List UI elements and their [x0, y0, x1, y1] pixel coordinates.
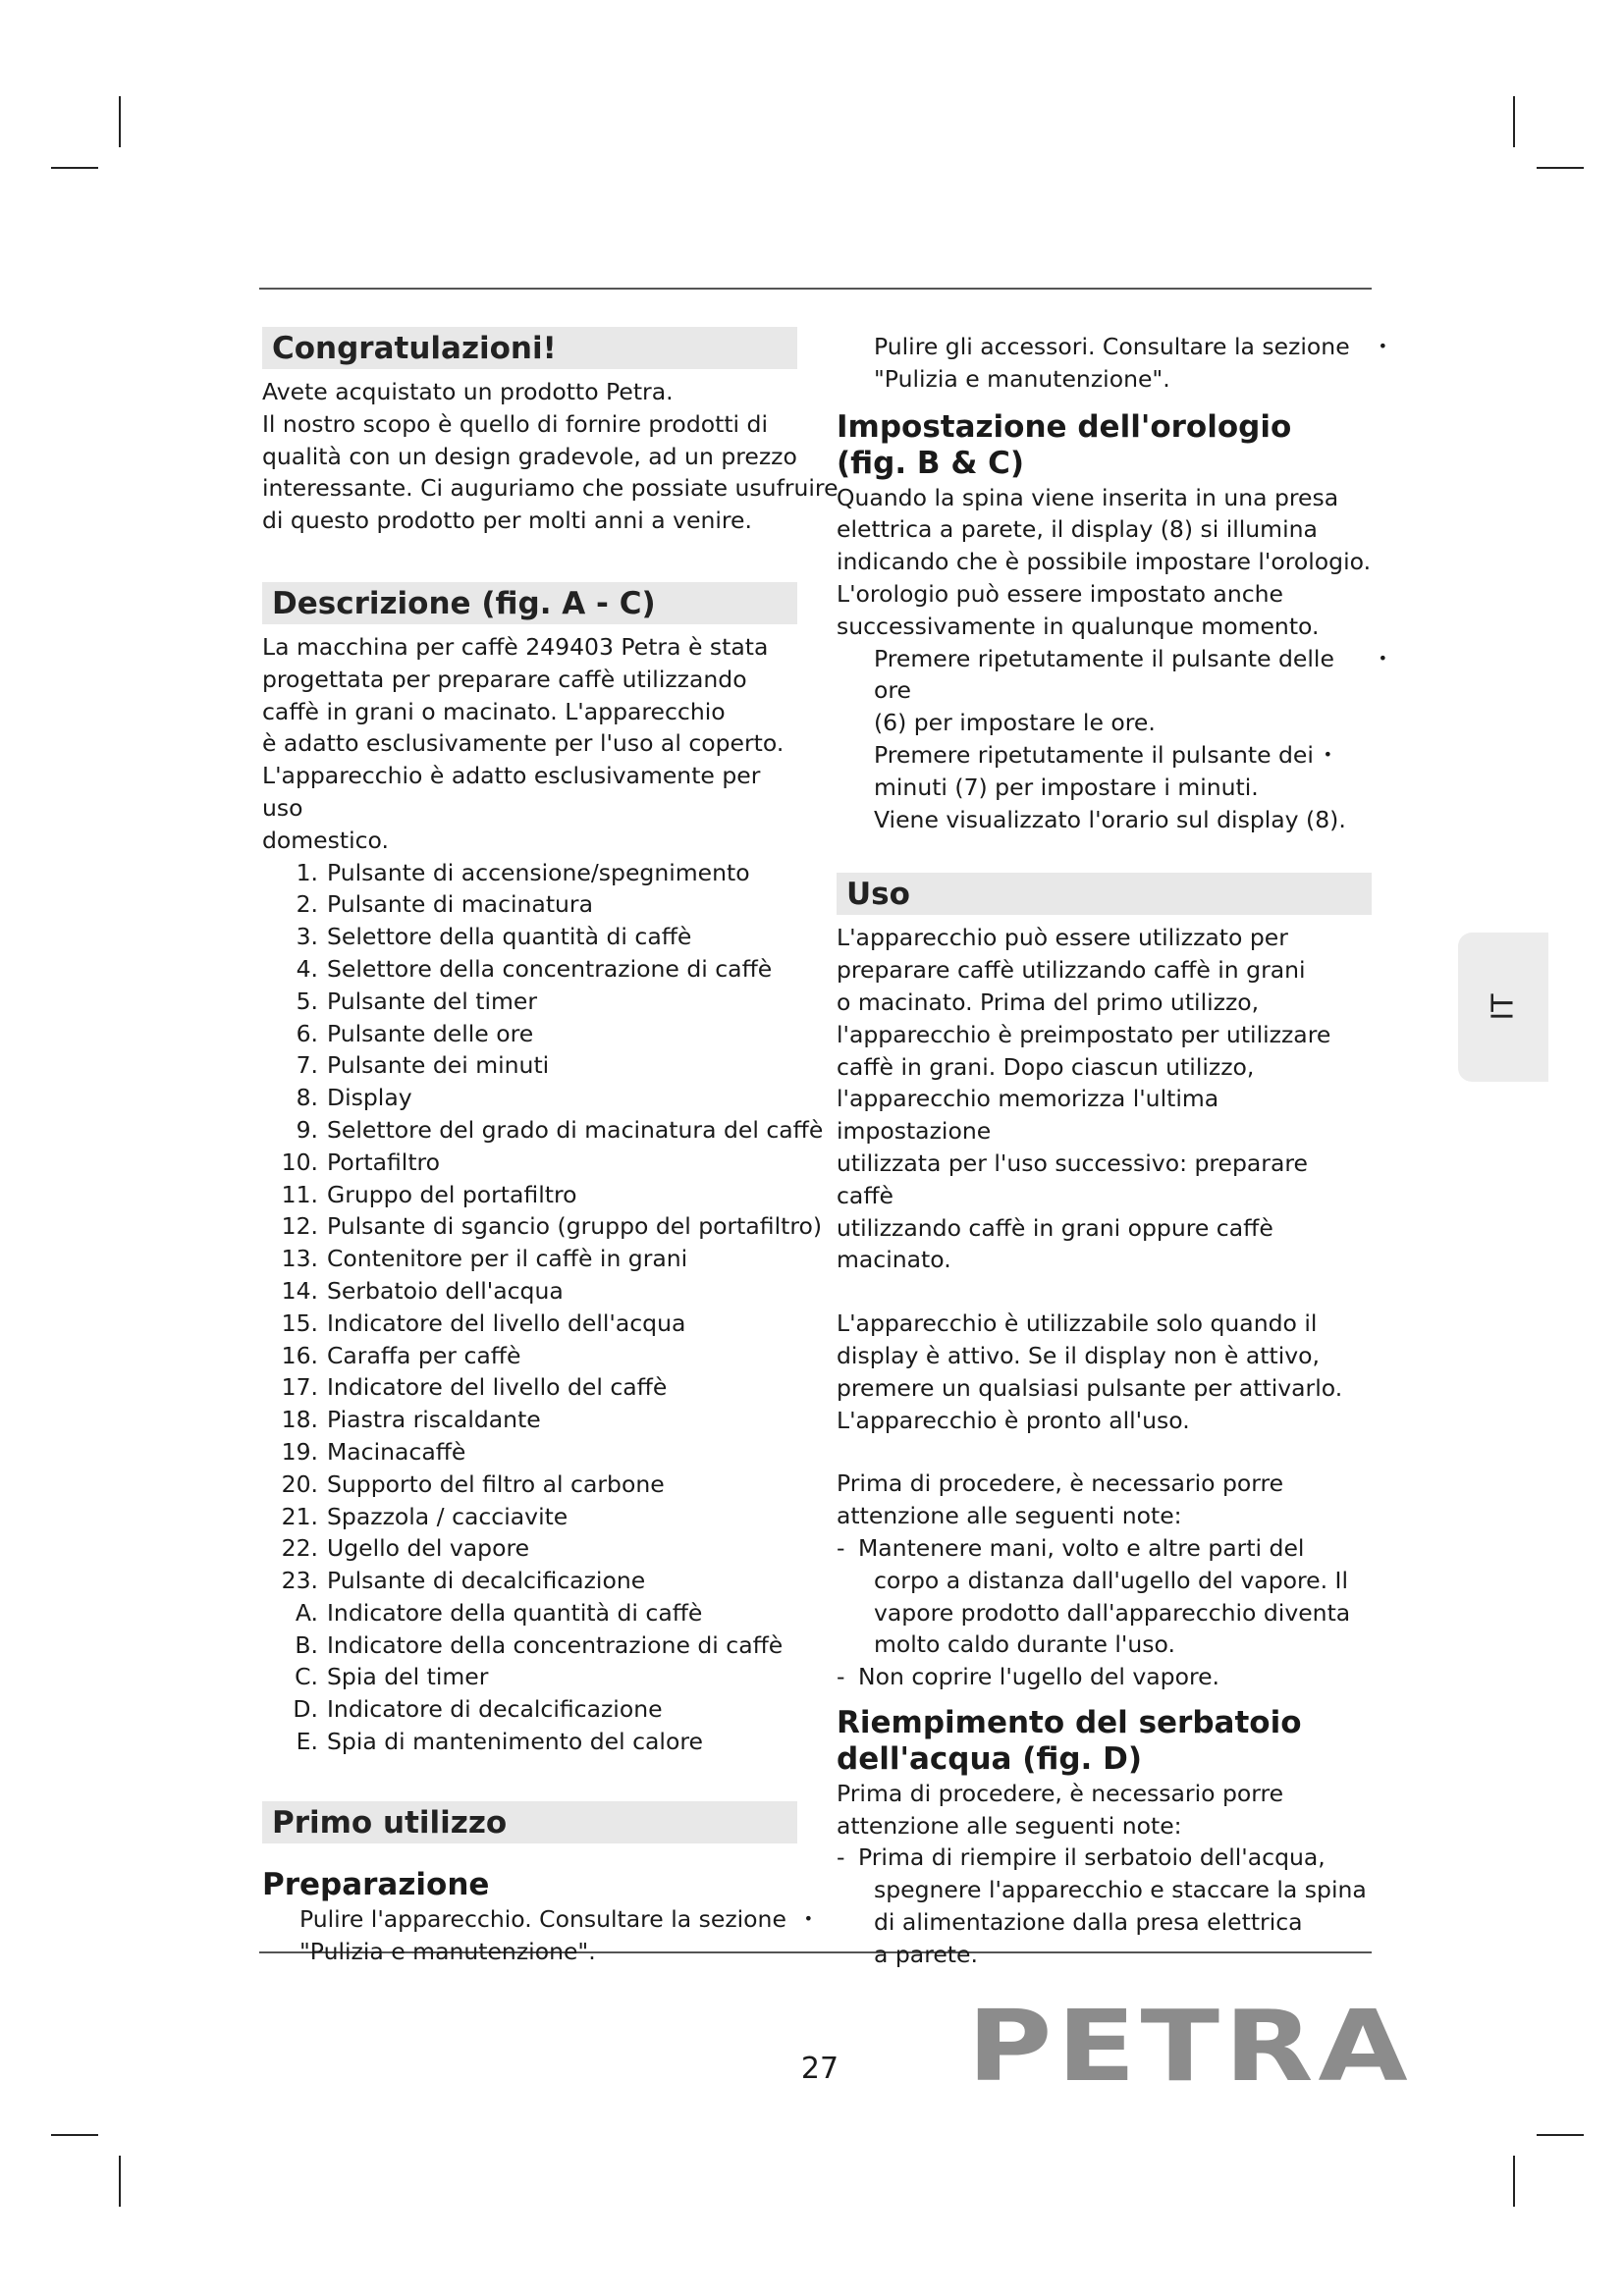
parts-list-item [262, 1404, 797, 1436]
parts-list-text: Pulsante di sgancio (gruppo del portafiltro) [327, 1212, 823, 1241]
parts-list-number: E. [296, 1728, 318, 1756]
parts-list-item [262, 986, 797, 1018]
parts-list-number: 23. [281, 1567, 318, 1595]
crop-mark [1513, 96, 1515, 147]
parts-list-item [262, 1049, 797, 1082]
text-line: Quando la spina viene inserita in una presa [837, 483, 1339, 511]
parts-list-item [262, 1661, 797, 1693]
crop-mark [1513, 2156, 1515, 2207]
text-line: Il nostro scopo è quello di fornire prodotti di [262, 409, 768, 438]
text-line: corpo a distanza dall'ugello del vapore. Il [874, 1566, 1348, 1594]
bullet-mark: • [803, 1908, 813, 1928]
parts-list-number: 16. [281, 1341, 318, 1369]
text-line: di alimentazione dalla presa elettrica [874, 1908, 1303, 1937]
parts-list-text: Indicatore della concentrazione di caffè [327, 1630, 784, 1659]
parts-list-number: 8. [296, 1084, 318, 1112]
uso-note [837, 1532, 1372, 1661]
parts-list-item [262, 1114, 824, 1147]
text-line: premere un qualsiasi pulsante per attivarlo. [837, 1373, 1343, 1402]
text-line: Premere ripetutamente il pulsante delle ore [874, 644, 1334, 705]
petra-logo: PETRA [967, 1989, 1413, 2104]
text-line: elettrica a parete, il display (8) si illumina [837, 515, 1318, 544]
crop-mark [1537, 2134, 1584, 2136]
section-congratulations-heading: Congratulazioni! [262, 327, 797, 369]
uso-note [837, 1661, 1372, 1693]
text-line: Pulire gli accessori. Consultare la sezione [874, 333, 1350, 360]
text-line: vapore prodotto dall'apparecchio diventa [874, 1598, 1351, 1627]
dash-mark: - [837, 1533, 845, 1562]
parts-list-number: 6. [296, 1019, 318, 1047]
parts-list-number: A. [295, 1598, 318, 1627]
text-line: caffè in grani. Dopo ciascun utilizzo, [837, 1052, 1255, 1081]
parts-list-number: 20. [281, 1469, 318, 1498]
section-uso-heading: Uso [837, 873, 1372, 915]
description-text [262, 631, 797, 857]
refill-note [837, 1842, 1372, 1970]
text-line: minuti (7) per impostare i minuti. [874, 773, 1259, 801]
text-line: molto caldo durante l'uso. [874, 1630, 1175, 1659]
parts-list-text: Pulsante dei minuti [327, 1051, 550, 1080]
parts-list-item [262, 1726, 797, 1758]
dash-mark: - [837, 1663, 845, 1691]
clock-heading-line: Impostazione dell'orologio [837, 408, 1292, 445]
crop-mark [51, 167, 98, 169]
parts-list-item [262, 1018, 797, 1050]
text-line: indicando che è possibile impostare l'orologio. [837, 548, 1372, 576]
text-line: spegnere l'apparecchio e staccare la spina [874, 1876, 1367, 1904]
parts-list-item [262, 1693, 797, 1726]
parts-list-text: Indicatore della quantità di caffè [327, 1598, 703, 1627]
parts-list-item [262, 1532, 797, 1565]
clock-text [837, 482, 1372, 643]
text-line: Non coprire l'ugello del vapore. [858, 1663, 1220, 1691]
parts-list-text: Display [327, 1084, 412, 1112]
text-line: Prima di procedere, è necessario porre [837, 1469, 1284, 1498]
parts-list-number: 21. [281, 1502, 318, 1530]
parts-list-number: 19. [281, 1437, 318, 1466]
parts-list-number: 12. [281, 1212, 318, 1241]
parts-list-item [262, 1371, 797, 1404]
text-line: L'apparecchio è adatto esclusivamente per uso [262, 762, 761, 822]
text-line: Viene visualizzato l'orario sul display (8). [874, 805, 1346, 833]
parts-list-item [262, 1275, 797, 1308]
preparation-heading: Preparazione [262, 1866, 490, 1902]
parts-list-item [262, 1210, 823, 1243]
parts-list-number: 17. [281, 1373, 318, 1402]
bullet-mark: • [1323, 744, 1332, 764]
page-number: 27 [800, 2052, 839, 2086]
parts-list-text: Spia di mantenimento del calore [327, 1728, 703, 1756]
parts-list-item [262, 1436, 797, 1468]
text-line: qualità con un design gradevole, ad un prezzo [262, 442, 797, 470]
text-line: Prima di procedere, è necessario porre [837, 1779, 1284, 1807]
parts-list-item [262, 921, 797, 953]
parts-list-item [262, 1629, 797, 1662]
parts-list-number: 10. [281, 1148, 318, 1176]
top-rule [259, 288, 1372, 290]
parts-list-number: 9. [296, 1115, 318, 1144]
text-line: è adatto esclusivamente per l'uso al coperto. [262, 729, 785, 758]
parts-list-text: Indicatore di decalcificazione [327, 1695, 663, 1724]
parts-list-text: Piastra riscaldante [327, 1406, 541, 1434]
parts-list-text: Serbatoio dell'acqua [327, 1276, 564, 1305]
text-line: preparare caffè utilizzando caffè in grani [837, 956, 1306, 985]
text-line: attenzione alle seguenti note: [837, 1502, 1182, 1530]
parts-list-text: Selettore della quantità di caffè [327, 923, 692, 951]
parts-list-number: 11. [281, 1180, 318, 1208]
dash-mark: - [837, 1843, 845, 1872]
parts-list-number: D. [293, 1695, 318, 1724]
uso-paragraph-1 [837, 922, 1372, 1276]
refill-heading-line: Riempimento del serbatoio [837, 1704, 1302, 1740]
section-first-use-heading: Primo utilizzo [262, 1801, 797, 1843]
parts-list-item [262, 953, 797, 986]
text-line: Avete acquistato un prodotto Petra. [262, 378, 674, 405]
language-tab [1458, 933, 1548, 1082]
parts-list-item [262, 1147, 797, 1179]
preparation-step [262, 1903, 813, 1968]
text-line: display è attivo. Se il display non è attivo, [837, 1341, 1320, 1369]
parts-list-number: 15. [281, 1308, 318, 1337]
language-tab-label: IT [1486, 993, 1521, 1021]
parts-list-text: Selettore della concentrazione di caffè [327, 954, 773, 983]
parts-list-text: Pulsante delle ore [327, 1019, 534, 1047]
text-line: caffè in grani o macinato. L'apparecchio [262, 697, 726, 725]
parts-list [262, 857, 824, 1758]
parts-list-item [262, 1082, 797, 1114]
text-line: o macinato. Prima del primo utilizzo, [837, 988, 1260, 1016]
refill-intro [837, 1778, 1372, 1842]
parts-list-item [262, 1340, 797, 1372]
refill-heading [837, 1705, 1372, 1778]
parts-list-item [262, 1179, 797, 1211]
right-column [837, 331, 1387, 1971]
parts-list-text: Portafiltro [327, 1148, 441, 1176]
parts-list-text: Indicatore del livello dell'acqua [327, 1308, 686, 1337]
text-line: "Pulizia e manutenzione". [299, 1937, 596, 1965]
text-line: a parete. [874, 1940, 978, 1968]
text-line: Mantenere mani, volto e altre parti del [858, 1533, 1305, 1562]
parts-list-number: 2. [296, 890, 318, 919]
text-line: utilizzando caffè in grani oppure caffè macinato. [837, 1213, 1273, 1274]
refill-heading-line: dell'acqua (fig. D) [837, 1740, 1143, 1777]
parts-list-number: 4. [296, 954, 318, 983]
section-description-heading: Descrizione (fig. A - C) [262, 582, 797, 624]
parts-list-number: 22. [281, 1534, 318, 1563]
left-column [262, 327, 839, 1967]
parts-list-text: Ugello del vapore [327, 1534, 530, 1563]
parts-list-item [262, 857, 797, 889]
parts-list-text: Pulsante di decalcificazione [327, 1567, 646, 1595]
parts-list-text: Pulsante di macinatura [327, 890, 593, 919]
parts-list-text: Caraffa per caffè [327, 1341, 521, 1369]
clock-result [837, 804, 1372, 836]
parts-list-item [262, 1243, 797, 1275]
congratulations-text [262, 376, 839, 537]
parts-list-item [262, 1308, 797, 1340]
text-line: Pulire l'apparecchio. Consultare la sezione [299, 1904, 786, 1933]
text-line: Prima di riempire il serbatoio dell'acqua, [858, 1843, 1326, 1872]
text-line: (6) per impostare le ore. [874, 709, 1156, 737]
text-line: successivamente in qualunque momento. [837, 612, 1320, 640]
uso-paragraph-3 [837, 1468, 1372, 1532]
text-line: L'orologio può essere impostato anche [837, 579, 1283, 608]
crop-mark [119, 96, 121, 147]
parts-list-number: 7. [296, 1051, 318, 1080]
text-line: l'apparecchio è preimpostato per utilizzare [837, 1020, 1331, 1048]
parts-list-text: Supporto del filtro al carbone [327, 1469, 665, 1498]
parts-list-number: 18. [281, 1406, 318, 1434]
crop-mark [1537, 167, 1584, 169]
text-line: attenzione alle seguenti note: [837, 1811, 1182, 1840]
bullet-mark: • [1378, 648, 1387, 667]
text-line: L'apparecchio può essere utilizzato per [837, 924, 1288, 952]
clock-step-hours [837, 643, 1387, 739]
parts-list-item [262, 1565, 797, 1597]
parts-list-number: 5. [296, 987, 318, 1015]
text-line: La macchina per caffè 249403 Petra è stata [262, 632, 769, 661]
parts-list-text: Pulsante di accensione/spegnimento [327, 858, 750, 886]
parts-list-number: B. [295, 1630, 318, 1659]
parts-list-number: 3. [296, 923, 318, 951]
clock-heading-line: (fig. B & C) [837, 445, 1025, 481]
accessories-step [837, 331, 1387, 396]
crop-mark [51, 2134, 98, 2136]
text-line: domestico. [262, 826, 389, 854]
parts-list-number: C. [295, 1663, 318, 1691]
bullet-mark: • [1378, 337, 1387, 355]
crop-mark [119, 2156, 121, 2207]
text-line: progettata per preparare caffè utilizzando [262, 665, 747, 693]
parts-list-text: Selettore del grado di macinatura del caffè [327, 1115, 824, 1144]
parts-list-item [262, 1468, 797, 1501]
clock-heading [837, 409, 1372, 482]
parts-list-item [262, 1501, 797, 1533]
text-line: Premere ripetutamente il pulsante dei [874, 740, 1314, 769]
text-line: l'apparecchio memorizza l'ultima impostazione [837, 1085, 1219, 1146]
parts-list-text: Macinacaffè [327, 1437, 466, 1466]
parts-list-text: Indicatore del livello del caffè [327, 1373, 668, 1402]
parts-list-text: Gruppo del portafiltro [327, 1180, 577, 1208]
parts-list-text: Pulsante del timer [327, 987, 537, 1015]
text-line: interessante. Ci auguriamo che possiate usufruire [262, 474, 839, 503]
parts-list-item [262, 888, 797, 921]
text-line: L'apparecchio è pronto all'uso. [837, 1406, 1190, 1434]
parts-list-number: 13. [281, 1245, 318, 1273]
clock-step-minutes [837, 739, 1372, 804]
parts-list-text: Spazzola / cacciavite [327, 1502, 568, 1530]
parts-list-number: 14. [281, 1276, 318, 1305]
parts-list-number: 1. [296, 858, 318, 886]
uso-paragraph-2 [837, 1308, 1372, 1436]
parts-list-text: Spia del timer [327, 1663, 489, 1691]
text-line: L'apparecchio è utilizzabile solo quando il [837, 1309, 1318, 1338]
text-line: "Pulizia e manutenzione". [874, 364, 1170, 393]
text-line: di questo prodotto per molti anni a venire. [262, 507, 752, 535]
text-line: utilizzata per l'uso successivo: preparare caffè [837, 1148, 1308, 1209]
parts-list-item [262, 1597, 797, 1629]
parts-list-text: Contenitore per il caffè in grani [327, 1245, 688, 1273]
